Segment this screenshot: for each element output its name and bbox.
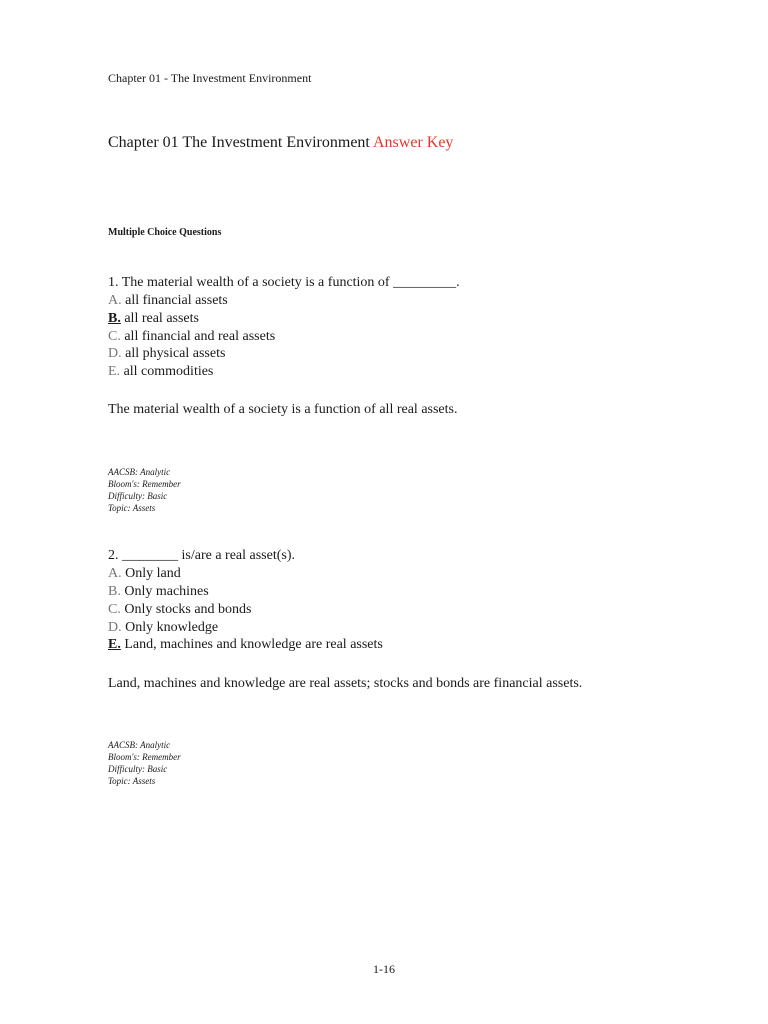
meta-difficulty: Difficulty: Basic bbox=[108, 764, 168, 774]
option-letter-correct: B. bbox=[108, 311, 121, 326]
question-1-text: 1. The material wealth of a society is a function of _________. bbox=[108, 275, 460, 290]
option-text: all physical assets bbox=[125, 346, 226, 361]
question-2-option-d bbox=[108, 619, 218, 637]
meta-topic: Topic: Assets bbox=[108, 503, 156, 513]
option-letter-correct: E. bbox=[108, 637, 121, 652]
question-1-meta bbox=[108, 466, 181, 514]
option-text: Only land bbox=[125, 566, 181, 581]
question-1-option-e bbox=[108, 363, 213, 381]
option-text: Only machines bbox=[124, 584, 209, 599]
section-heading: Multiple Choice Questions bbox=[108, 227, 222, 238]
question-1-explanation: The material wealth of a society is a function of all real assets. bbox=[108, 402, 458, 417]
question-1-option-d bbox=[108, 345, 225, 363]
meta-topic: Topic: Assets bbox=[108, 776, 156, 786]
option-letter: A. bbox=[108, 293, 122, 308]
option-text: Land, machines and knowledge are real assets bbox=[124, 637, 383, 652]
question-2-option-b bbox=[108, 583, 209, 601]
option-text: Only knowledge bbox=[125, 620, 219, 635]
title-main: Chapter 01 The Investment Environment bbox=[108, 134, 370, 151]
option-text: all commodities bbox=[123, 364, 214, 379]
question-2-option-a bbox=[108, 565, 181, 583]
question-2-explanation: Land, machines and knowledge are real assets; stocks and bonds are financial assets. bbox=[108, 676, 583, 691]
option-letter: A. bbox=[108, 566, 122, 581]
question-2-option-e bbox=[108, 636, 383, 654]
option-letter: C. bbox=[108, 602, 121, 617]
page-title bbox=[108, 134, 453, 152]
option-letter: C. bbox=[108, 329, 121, 344]
option-text: Only stocks and bonds bbox=[124, 602, 252, 617]
option-letter: D. bbox=[108, 620, 122, 635]
page-header: Chapter 01 - The Investment Environment bbox=[108, 71, 312, 85]
option-letter: B. bbox=[108, 584, 121, 599]
meta-aacsb: AACSB: Analytic bbox=[108, 467, 171, 477]
meta-blooms: Bloom's: Remember bbox=[108, 752, 181, 762]
option-letter: D. bbox=[108, 346, 122, 361]
question-2-meta bbox=[108, 739, 181, 787]
question-2-text: 2. ________ is/are a real asset(s). bbox=[108, 548, 295, 563]
question-2-option-c bbox=[108, 601, 252, 619]
question-1-option-a bbox=[108, 292, 228, 310]
question-1-option-c bbox=[108, 328, 275, 346]
option-letter: E. bbox=[108, 364, 121, 379]
meta-blooms: Bloom's: Remember bbox=[108, 479, 181, 489]
question-1-option-b bbox=[108, 310, 199, 328]
meta-difficulty: Difficulty: Basic bbox=[108, 491, 168, 501]
page-number: 1-16 bbox=[373, 962, 395, 976]
title-accent: Answer Key bbox=[373, 134, 454, 151]
option-text: all financial and real assets bbox=[124, 329, 276, 344]
option-text: all financial assets bbox=[125, 293, 228, 308]
option-text: all real assets bbox=[124, 311, 199, 326]
meta-aacsb: AACSB: Analytic bbox=[108, 740, 171, 750]
